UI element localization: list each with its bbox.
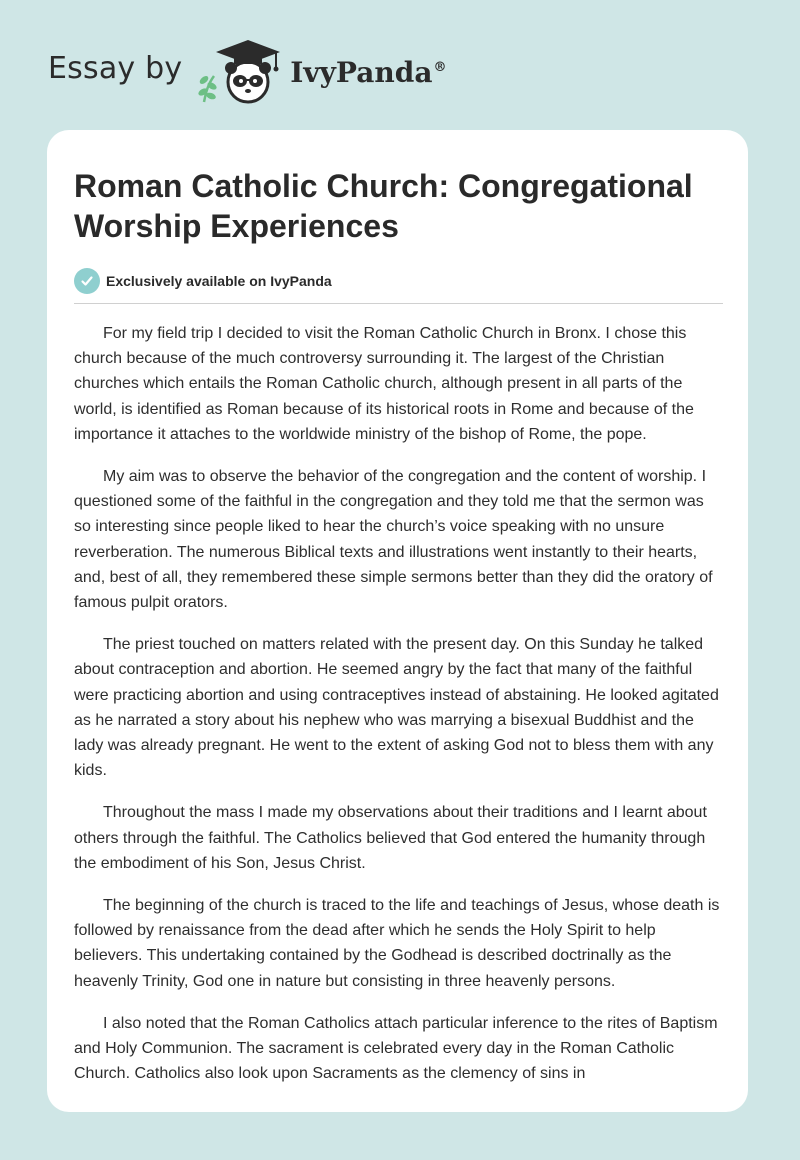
check-circle-icon bbox=[74, 268, 100, 294]
divider bbox=[74, 303, 723, 304]
page-title: Roman Catholic Church: Congregational Worship Experiences bbox=[74, 168, 693, 244]
essay-content bbox=[74, 166, 723, 1103]
panda-graduate-logo-icon bbox=[196, 36, 292, 106]
essay-card bbox=[47, 130, 748, 1112]
paragraph: For my field trip I decided to visit the Roman Catholic Church in Bronx. I chose this church because of the much controversy surrounding it. The largest of the Christian churches which entails the Roman Catholic church, although present in all parts of the world, is identified as Roman because of its historical roots in Rome and because of the importance it attaches to the worldwide ministry of the bishop of Rome, the pope. bbox=[74, 325, 694, 443]
paragraph: My aim was to observe the behavior of the congregation and the content of worship. I questioned some of the faithful in the congregation and they told me that the sermon was so interesting since people liked to hear the church’s voice speaking with no unsure reverberation. The numerous Biblical texts and illustrations went instantly to their hearts, and, best of all, they remembered these simple sermons better than they did the oratory of famous pulpit orators. bbox=[74, 468, 713, 612]
essay-body bbox=[74, 321, 723, 1086]
exclusive-label: Exclusively available on IvyPanda bbox=[106, 273, 332, 289]
paragraph: The beginning of the church is traced to the life and teachings of Jesus, whose death is followed by renaissance from the dead after which he sends the Holy Spirit to help believers. This undertaking contained by the Godhead is described doctrinally as the heavenly Trinity, God one in nature but consisting in three heavenly persons. bbox=[74, 897, 720, 990]
paragraph: I also noted that the Roman Catholics attach particular inference to the rites of Baptism and Holy Communion. The sacrament is celebrated every day in the Roman Catholic Church. Catholics also look upon Sacraments as the clemency of sins in bbox=[74, 1014, 718, 1083]
exclusive-badge bbox=[74, 268, 723, 294]
paragraph: The priest touched on matters related with the present day. On this Sunday he talked about contraception and abortion. He seemed angry by the fact that many of the faithful were practicing abortion and using contraceptives instead of abstaining. He looked agitated as he narrated a story about his nephew who was marrying a bisexual Buddhist and the lady was already pregnant. He went to the extent of asking God not to bless them with any kids. bbox=[74, 636, 719, 780]
registered-mark: ® bbox=[433, 60, 447, 76]
brand-name: IvyPanda® bbox=[290, 55, 447, 89]
paragraph: Throughout the mass I made my observations about their traditions and I learnt about others through the faithful. The Catholics believed that God entered the humanity through the embodiment of his Son, Jesus Christ. bbox=[74, 804, 707, 872]
brand-prefix: Essay by bbox=[48, 50, 183, 86]
brand-header bbox=[48, 36, 446, 106]
